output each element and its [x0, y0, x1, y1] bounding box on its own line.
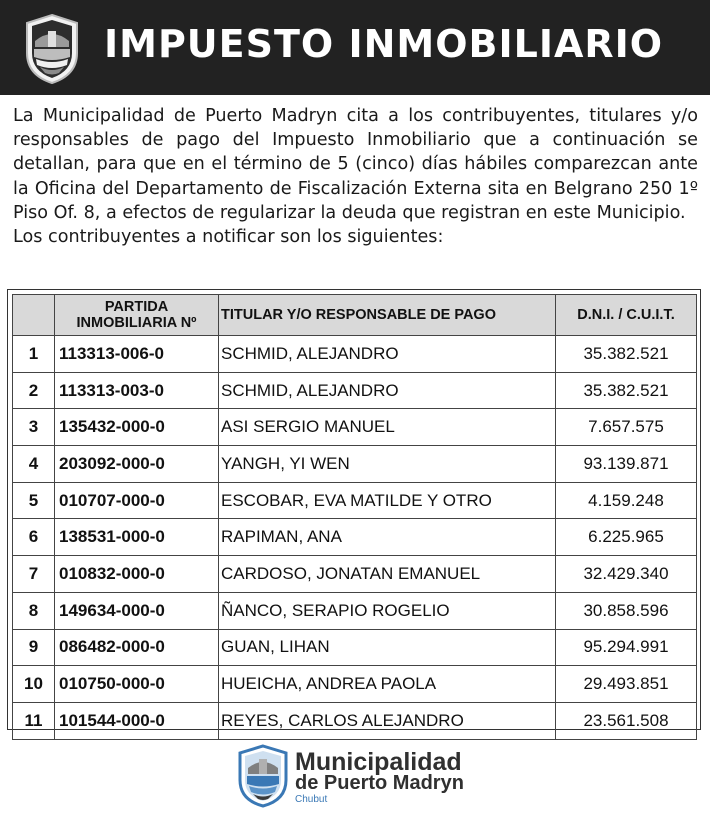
table-row	[13, 592, 697, 629]
titular-cell: REYES, CARLOS ALEJANDRO	[219, 702, 556, 739]
row-number: 11	[13, 702, 55, 739]
header-index	[13, 295, 55, 336]
dni-cell: 93.139.871	[556, 446, 697, 483]
logo-province: Chubut	[295, 794, 328, 805]
row-number: 8	[13, 592, 55, 629]
header-titular: TITULAR Y/O RESPONSABLE DE PAGO	[219, 295, 556, 336]
table-row	[13, 336, 697, 373]
row-number: 9	[13, 629, 55, 666]
municipality-logo	[237, 744, 477, 808]
dni-cell: 23.561.508	[556, 702, 697, 739]
table-row	[13, 482, 697, 519]
table-row	[13, 702, 697, 739]
titular-cell: SCHMID, ALEJANDRO	[219, 372, 556, 409]
partida-cell: 149634-000-0	[55, 592, 219, 629]
table-header-row	[13, 295, 697, 336]
notice-paragraph: La Municipalidad de Puerto Madryn cita a los contribuyentes, titulares y/o responsables de pago del Impuesto Inmobiliario que a continuación se detallan, para que en el término de 5 (cinco) días hábiles comparezcan ante la Oficina del Departamento de Fiscalización Externa sita en Belgrano 250 1º Piso Of. 8, a efectos de regularizar la deuda que registran en este Municipio.	[13, 106, 698, 223]
page-title: IMPUESTO INMOBILIARIO	[104, 22, 664, 66]
dni-cell: 4.159.248	[556, 482, 697, 519]
partida-cell: 010750-000-0	[55, 666, 219, 703]
table-row	[13, 409, 697, 446]
row-number: 4	[13, 446, 55, 483]
header-banner	[0, 0, 710, 95]
municipal-crest-icon	[23, 13, 81, 85]
titular-cell: GUAN, LIHAN	[219, 629, 556, 666]
table-row	[13, 519, 697, 556]
titular-cell: ESCOBAR, EVA MATILDE Y OTRO	[219, 482, 556, 519]
row-number: 2	[13, 372, 55, 409]
dni-cell: 32.429.340	[556, 556, 697, 593]
titular-cell: ÑANCO, SERAPIO ROGELIO	[219, 592, 556, 629]
header-partida: PARTIDA INMOBILIARIA Nº	[55, 295, 219, 336]
partida-cell: 010832-000-0	[55, 556, 219, 593]
taxpayer-table	[12, 294, 697, 740]
titular-cell: CARDOSO, JONATAN EMANUEL	[219, 556, 556, 593]
dni-cell: 35.382.521	[556, 372, 697, 409]
logo-name-line1: Municipalidad	[295, 748, 462, 776]
row-number: 7	[13, 556, 55, 593]
table-row	[13, 629, 697, 666]
dni-cell: 95.294.991	[556, 629, 697, 666]
list-intro: Los contribuyentes a notificar son los siguientes:	[13, 227, 444, 248]
partida-cell: 203092-000-0	[55, 446, 219, 483]
dni-cell: 29.493.851	[556, 666, 697, 703]
row-number: 3	[13, 409, 55, 446]
table-row	[13, 556, 697, 593]
partida-cell: 113313-003-0	[55, 372, 219, 409]
table-row	[13, 372, 697, 409]
dni-cell: 35.382.521	[556, 336, 697, 373]
titular-cell: YANGH, YI WEN	[219, 446, 556, 483]
partida-cell: 086482-000-0	[55, 629, 219, 666]
notice-body	[13, 104, 698, 249]
row-number: 10	[13, 666, 55, 703]
titular-cell: RAPIMAN, ANA	[219, 519, 556, 556]
logo-name-line2: de Puerto Madryn	[295, 772, 464, 794]
municipal-crest-icon	[237, 744, 289, 808]
dni-cell: 7.657.575	[556, 409, 697, 446]
partida-cell: 113313-006-0	[55, 336, 219, 373]
partida-cell: 101544-000-0	[55, 702, 219, 739]
header-dni: D.N.I. / C.U.I.T.	[556, 295, 697, 336]
partida-cell: 135432-000-0	[55, 409, 219, 446]
titular-cell: ASI SERGIO MANUEL	[219, 409, 556, 446]
partida-cell: 138531-000-0	[55, 519, 219, 556]
row-number: 6	[13, 519, 55, 556]
table-row	[13, 446, 697, 483]
row-number: 1	[13, 336, 55, 373]
taxpayer-table-frame	[7, 289, 701, 730]
partida-cell: 010707-000-0	[55, 482, 219, 519]
titular-cell: HUEICHA, ANDREA PAOLA	[219, 666, 556, 703]
table-row	[13, 666, 697, 703]
row-number: 5	[13, 482, 55, 519]
dni-cell: 30.858.596	[556, 592, 697, 629]
dni-cell: 6.225.965	[556, 519, 697, 556]
titular-cell: SCHMID, ALEJANDRO	[219, 336, 556, 373]
